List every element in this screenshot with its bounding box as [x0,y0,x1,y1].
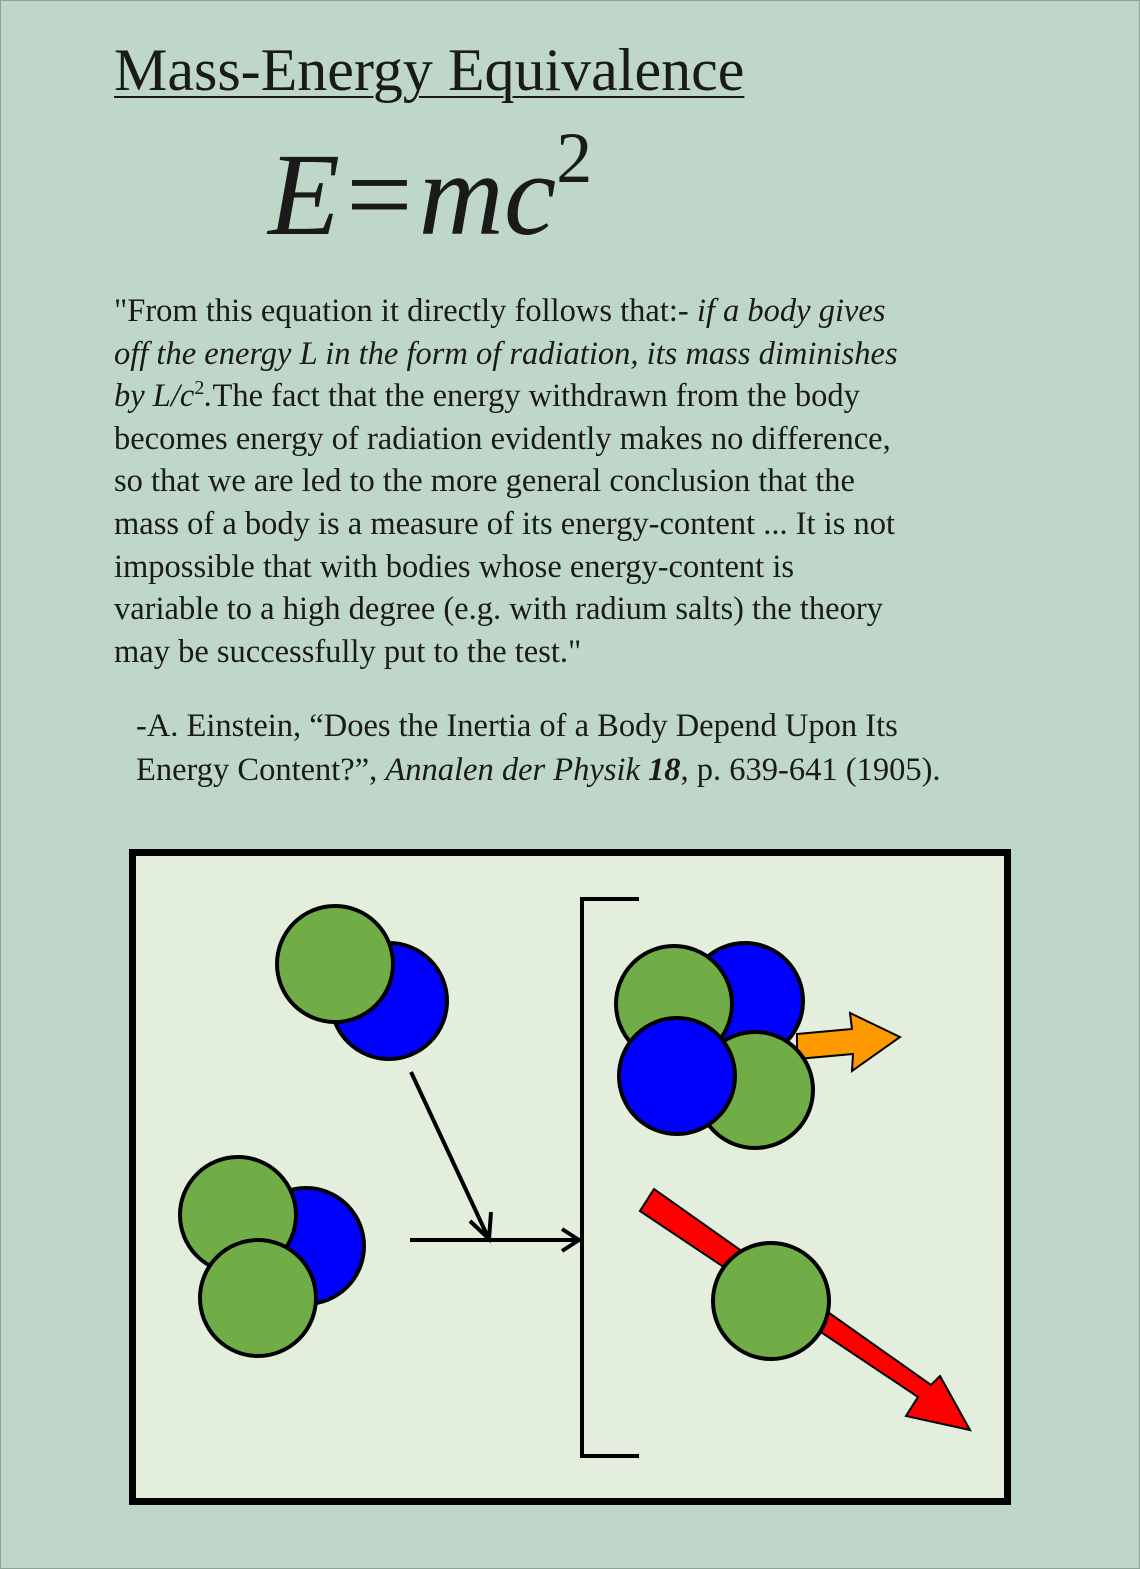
citation-paper-title-end: Energy Content?”, [136,752,386,788]
equation-exponent: 2 [556,118,593,198]
helium4-neutron-bottom [619,1018,735,1134]
quote-line: becomes energy of radiation evidently makes no difference, [114,420,891,457]
citation [136,704,1036,792]
quote-italic-text: if a body gives [696,293,886,329]
quote-italic-dot: . [204,378,213,415]
quote-italic-text: off the energy L in the form of radiation, its mass diminishes [114,335,898,372]
page-title: Mass-Energy Equivalence [114,37,745,103]
deuteron-proton [277,906,393,1022]
quote-line: variable to a high degree (e.g. with radium salts) the theory [114,591,883,628]
citation-journal: Annalen der Physik [385,752,640,788]
citation-line [136,748,1036,792]
fusion-diagram [129,849,1011,1505]
citation-pages: , p. 639-641 (1905). [680,752,941,788]
einstein-quote [114,290,994,673]
quote-text: "From this equation it directly follows that:- [114,293,697,329]
quote-line: may be successfully put to the test." [114,633,582,670]
equation-rhs: mc [418,129,557,260]
quote-line [114,290,994,333]
quote-line: so that we are led to the more general conclusion that the [114,463,855,500]
quote-line [114,333,994,376]
quote-line: mass of a body is a measure of its energy-content ... It is not [114,505,896,542]
citation-line: -A. Einstein, “Does the Inertia of a Body Depend Upon Its [136,708,898,744]
citation-volume: 18 [648,752,681,788]
equation-equals: = [346,129,413,260]
quote-italic-text: by L/c [114,378,195,415]
quote-line [114,375,994,418]
equation [268,118,593,260]
quote-superscript: 2 [194,377,205,400]
quote-line: impossible that with bodies whose energy-content is [114,548,794,585]
helium3-proton-bottom [200,1240,316,1356]
quote-text: The fact that the energy withdrawn from the body [212,378,860,415]
equation-lhs: E [268,129,341,260]
free-proton [713,1243,829,1359]
